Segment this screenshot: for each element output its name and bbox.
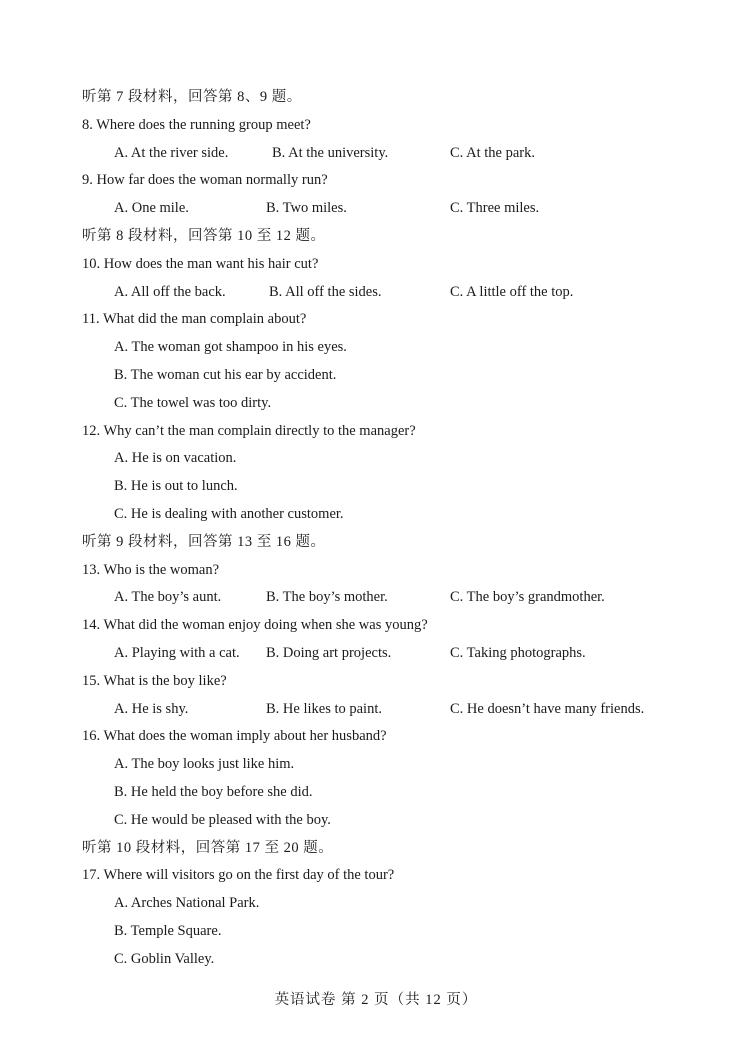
option-a: A. The woman got shampoo in his eyes. [114, 339, 347, 356]
question-8-options [82, 143, 702, 171]
option-b: B. He is out to lunch. [114, 478, 238, 495]
option-b-row [82, 476, 702, 504]
section-heading: 听第 10 段材料，回答第 17 至 20 题。 [82, 839, 334, 856]
option-b: B. Two miles. [266, 200, 347, 217]
question-14-options [82, 643, 702, 671]
question-16: 16. What does the woman imply about her husband? [82, 728, 387, 745]
option-c-row [82, 393, 702, 421]
question-10: 10. How does the man want his hair cut? [82, 255, 319, 272]
option-a-row [82, 448, 702, 476]
question-12: 12. Why can’t the man complain directly to the manager? [82, 422, 416, 439]
question-14: 14. What did the woman enjoy doing when she was young? [82, 617, 428, 634]
question-9: 9. How far does the woman normally run? [82, 172, 328, 189]
option-c: C. He is dealing with another customer. [114, 505, 344, 522]
option-c: C. Goblin Valley. [114, 950, 215, 967]
option-b: B. He likes to paint. [266, 700, 382, 717]
option-b: B. He held the boy before she did. [114, 783, 313, 800]
option-a: A. The boy’s aunt. [114, 589, 222, 606]
question-15-options [82, 699, 702, 727]
option-a: A. All off the back. [114, 283, 226, 300]
option-b-row [82, 921, 702, 949]
option-b-row [82, 782, 702, 810]
option-c-row [82, 810, 702, 838]
section-heading: 听第 9 段材料，回答第 13 至 16 题。 [82, 533, 326, 550]
option-c: C. The towel was too dirty. [114, 394, 272, 411]
option-a: A. Arches National Park. [114, 895, 260, 912]
question-13-options [82, 587, 702, 615]
option-b: B. All off the sides. [269, 283, 382, 300]
question-17: 17. Where will visitors go on the first day of the tour? [82, 867, 395, 884]
option-c: C. At the park. [450, 144, 535, 161]
option-a-row [82, 337, 702, 365]
option-a-row [82, 893, 702, 921]
option-c: C. He would be pleased with the boy. [114, 811, 331, 828]
question-15: 15. What is the boy like? [82, 672, 227, 689]
option-b-row [82, 365, 702, 393]
question-10-options [82, 282, 702, 310]
option-c: C. He doesn’t have many friends. [450, 700, 645, 717]
option-a: A. At the river side. [114, 144, 229, 161]
option-c: C. The boy’s grandmother. [450, 589, 605, 606]
question-9-options [82, 198, 702, 226]
exam-content [82, 87, 702, 977]
option-c: C. Three miles. [450, 200, 540, 217]
question-11: 11. What did the man complain about? [82, 311, 307, 328]
question-8: 8. Where does the running group meet? [82, 116, 311, 133]
option-c-row [82, 504, 702, 532]
section-heading: 听第 7 段材料，回答第 8、9 题。 [82, 89, 302, 105]
option-a: A. The boy looks just like him. [114, 756, 295, 773]
option-b: B. At the university. [272, 144, 389, 161]
option-b: B. Temple Square. [114, 922, 222, 939]
option-a: A. One mile. [114, 200, 189, 217]
option-a: A. Playing with a cat. [114, 644, 240, 661]
option-c-row [82, 949, 702, 977]
option-a: A. He is on vacation. [114, 450, 237, 467]
option-a-row [82, 754, 702, 782]
page-footer: 英语试卷 第 2 页（共 12 页） [274, 992, 478, 1008]
question-13: 13. Who is the woman? [82, 561, 220, 578]
option-c: C. Taking photographs. [450, 644, 586, 661]
option-b: B. The boy’s mother. [266, 589, 388, 606]
option-b: B. The woman cut his ear by accident. [114, 366, 337, 383]
option-c: C. A little off the top. [450, 283, 574, 300]
option-a: A. He is shy. [114, 700, 189, 717]
option-b: B. Doing art projects. [266, 644, 392, 661]
section-heading: 听第 8 段材料，回答第 10 至 12 题。 [82, 227, 326, 244]
